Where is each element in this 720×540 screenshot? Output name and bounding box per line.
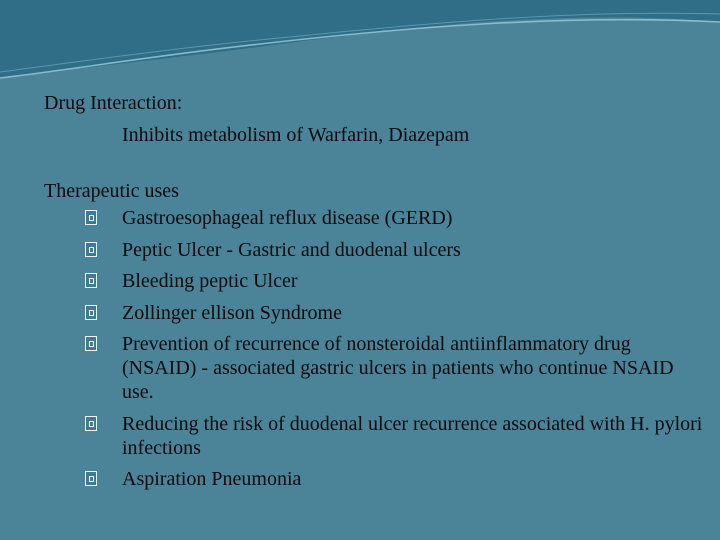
list-item-text: Bleeding peptic Ulcer [122, 270, 298, 292]
list-item-text: Prevention of recurrence of nonsteroidal antiinflammatory drug (NSAID) - associated gastric ulcers in patients who continue NSAID use. [122, 333, 674, 403]
drug-interaction-heading: Drug Interaction: [44, 92, 183, 114]
therapeutic-uses-heading: Therapeutic uses [44, 180, 179, 202]
square-bullet-icon [85, 471, 97, 486]
square-bullet-icon [85, 242, 97, 257]
square-bullet-icon [85, 305, 97, 320]
list-item-text: Reducing the risk of duodenal ulcer recurrence associated with H. pylori infections [122, 412, 703, 459]
list-item [44, 467, 704, 491]
square-bullet-icon [85, 273, 97, 288]
list-item-text: Aspiration Pneumonia [122, 468, 302, 490]
square-bullet-icon [85, 336, 97, 351]
list-item-text: Gastroesophageal reflux disease (GERD) [122, 207, 453, 229]
list-item [44, 238, 704, 262]
list-item [44, 332, 704, 404]
drug-interaction-detail: Inhibits metabolism of Warfarin, Diazepam [122, 124, 470, 146]
list-item [44, 301, 704, 325]
square-bullet-icon [85, 416, 97, 431]
list-item [44, 206, 704, 230]
list-item-text: Peptic Ulcer - Gastric and duodenal ulcers [122, 238, 461, 261]
list-item [44, 412, 704, 460]
therapeutic-uses-list [44, 206, 704, 491]
square-bullet-icon [85, 210, 97, 225]
header-wave-dark [0, 0, 720, 78]
slide-body [44, 90, 704, 491]
list-item [44, 269, 704, 293]
list-item-text: Zollinger ellison Syndrome [122, 301, 342, 324]
header-wave-decoration [0, 0, 720, 90]
